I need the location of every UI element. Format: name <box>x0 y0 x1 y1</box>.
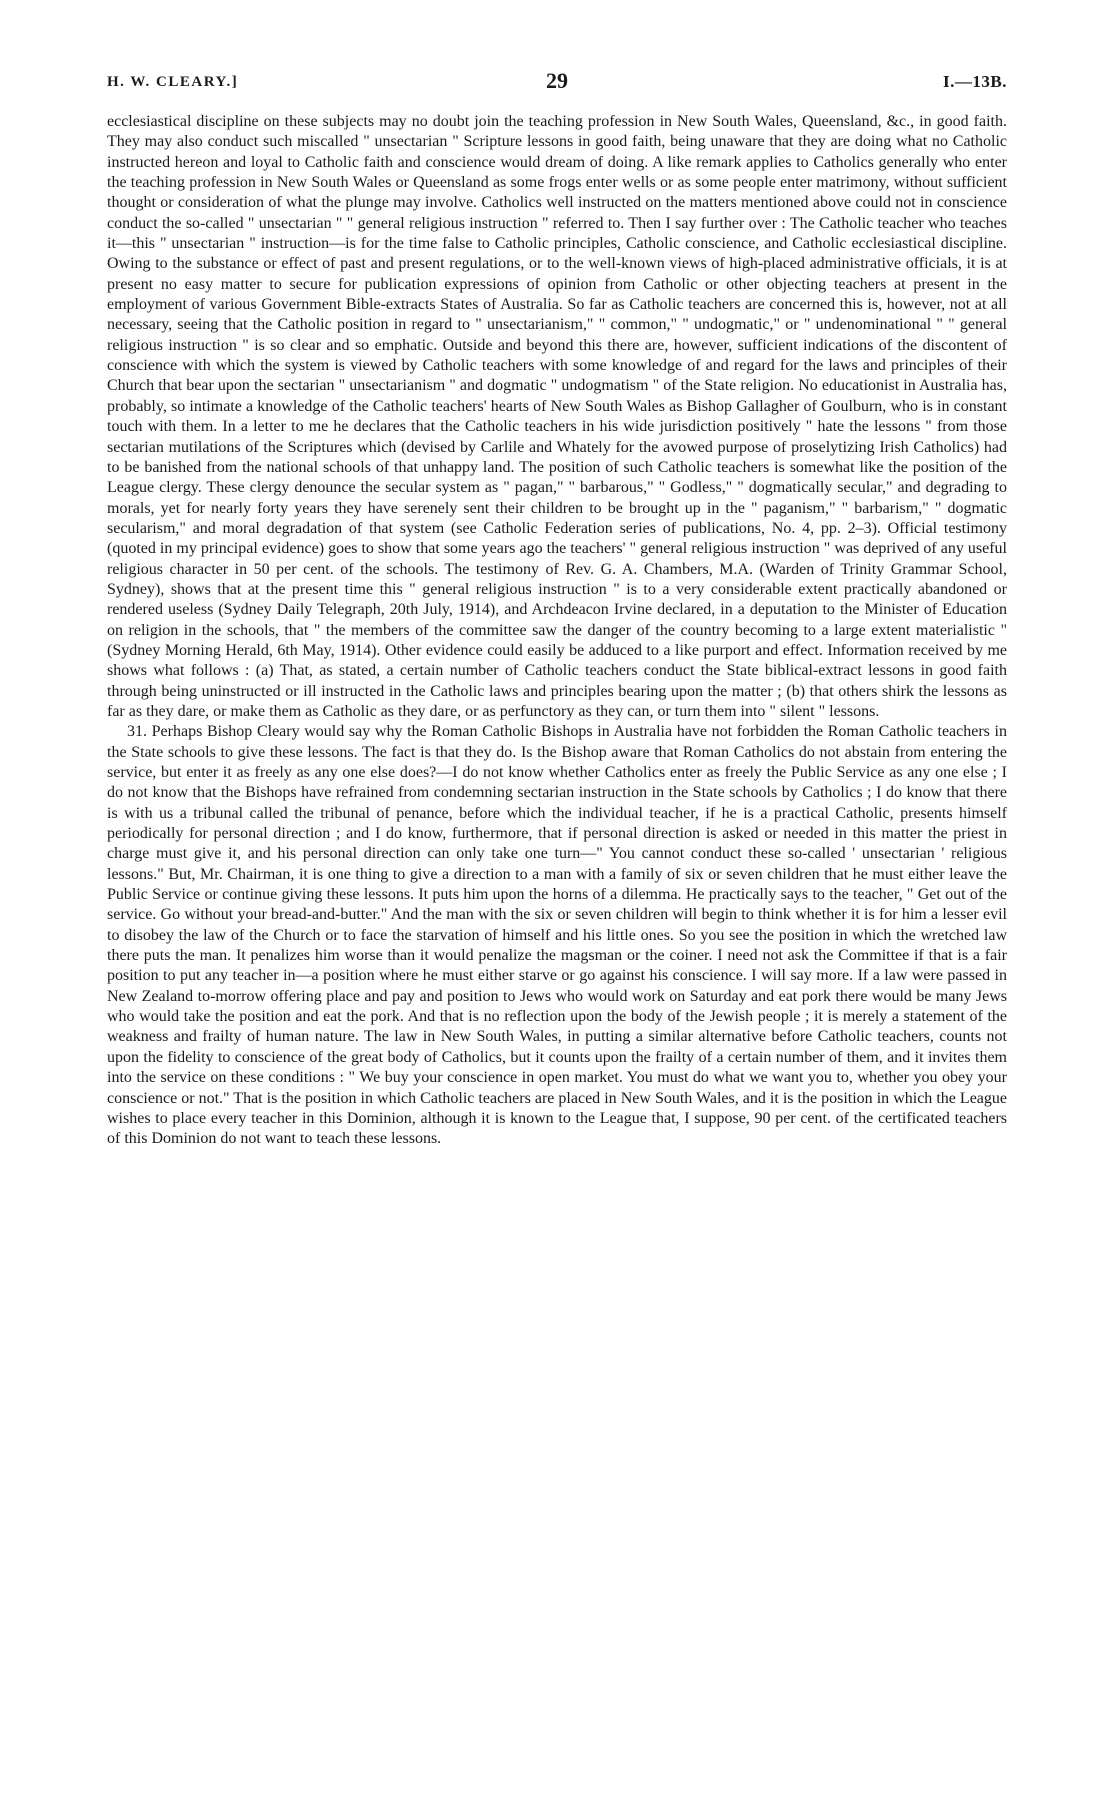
paragraph-question-31: 31. Perhaps Bishop Cleary would say why the Roman Catholic Bishops in Australia have not forbidden the Roman Catholic teachers in the State schools to give these lessons. The fact is that they do. Is the Bishop aware that Roman Catholics do not abstain from entering the service, but enter it as freely as any one else does?—I do not know whether Catholics enter as freely the Public Service as any one else ; I do not know that the Bishops have refrained from condemning sectarian instruction in the State schools by Catholics ; I do know that there is with us a tribunal called the tribunal of penance, before which the individual teacher, if he is a practical Catholic, presents himself periodically for personal direction ; and I do know, furthermore, that if personal direction is asked or needed in this matter the priest in charge must give it, and his personal direction can only take one turn—" You cannot conduct these so-called ' unsectarian ' religious lessons." But, Mr. Chairman, it is one thing to give a direction to a man with a family of six or seven children that he must either leave the Public Service or continue giving these lessons. It puts him upon the horns of a dilemma. He practically says to the teacher, " Get out of the service. Go without your bread-and-butter." And the man with the six or seven children will begin to think whether it is for him a lesser evil to disobey the law of the Church or to face the starvation of himself and his little ones. So you see the position in which the wretched law there puts the man. It penalizes him worse than it would penalize the magsman or the coiner. I need not ask the Committee if that is a fair position to put any teacher in—a position where he must either starve or go against his conscience. I will say more. If a law were passed in New Zealand to-morrow offering place and pay and position to Jews who would work on Saturday and eat pork there would be many Jews who would take the position and eat the pork. And that is no reflection upon the body of the Jewish people ; it is merely a statement of the weakness and frailty of human nature. The law in New South Wales, in putting a similar alternative before Catholic teachers, counts not upon the fidelity to conscience of the great body of Catholics, but it counts upon the frailty of a certain number of them, and it invites them into the service on these conditions : " We buy your conscience in open market. You must do what we want you to, whether you obey your conscience or not." That is the position in which Catholic teachers are placed in New South Wales, and it is the position in which the League wishes to place every teacher in this Dominion, although it is known to the League that, I suppose, 90 per cent. of the certificated teachers of this Dominion do not want to teach these lessons. <box>107 723 1007 1148</box>
page-number: 29 <box>546 68 568 93</box>
page-header <box>107 70 1007 100</box>
body-text <box>107 112 1007 1150</box>
paragraph-continued: ecclesiastical discipline on these subjects may no doubt join the teaching profession in New South Wales, Queensland, &c., in good faith. They may also conduct such miscalled " unsectarian " Scripture lessons in good faith, being unaware that they are doing what no Catholic instructed hereon and loyal to Catholic faith and conscience would dream of doing. A like remark applies to Catholics generally who enter the teaching profession in New South Wales or Queensland as some frogs enter wells or as some people enter matrimony, without sufficient thought or consideration of what the plunge may involve. Catholics well instructed on the matters mentioned above could not in conscience conduct the so-called " unsectarian " " general religious instruction " referred to. Then I say further over : The Catholic teacher who teaches it—this " unsectarian " instruction—is for the time false to Catholic principles, Catholic conscience, and Catholic ecclesiastical discipline. Owing to the substance or effect of past and present regulations, or to the well-known views of high-placed administrative officials, it is at present no easy matter to secure for publication expressions of opinion from Catholic or other objecting teachers at present in the employment of various Government Bible-extracts States of Australia. So far as Catholic teachers are concerned this is, however, not at all necessary, seeing that the Catholic position in regard to " unsectarianism," " common," " undogmatic," or " undenominational " " general religious instruction " is so clear and so emphatic. Outside and beyond this there are, however, sufficient indications of the discontent of conscience with which the system is viewed by Catholic teachers with some knowledge of and regard for the laws and principles of their Church that bear upon the sectarian " unsectarianism " and dogmatic " undogmatism " of the State religion. No educationist in Australia has, probably, so intimate a knowledge of the Catholic teachers' hearts of New South Wales as Bishop Gallagher of Goulburn, who is in constant touch with them. In a letter to me he declares that the Catholic teachers in his wide jurisdiction positively " hate the lessons " from those sectarian mutilations of the Scriptures which (devised by Carlile and Whately for the avowed purpose of proselytizing Irish Catholics) had to be banished from the national schools of that unhappy land. The position of such Catholic teachers is somewhat like the position of the League clergy. These clergy denounce the secular system as " pagan," " barbarous," " Godless," " dogmatically secular," and degrading to morals, yet for nearly forty years they have serenely sent their children to be brought up in the " paganism," " barbarism," " dogmatic secularism," and moral degradation of that system (see Catholic Federation series of publications, No. 4, pp. 2–3). Official testimony (quoted in my principal evidence) goes to show that some years ago the teachers' " general religious instruction " was deprived of any useful religious character in 50 per cent. of the schools. The testimony of Rev. G. A. Chambers, M.A. (Warden of Trinity Grammar School, Sydney), shows that at the present time this " general religious instruction " is to a very considerable extent practically abandoned or rendered useless (Sydney Daily Telegraph, 20th July, 1914), and Archdeacon Irvine declared, in a deputation to the Minister of Education on religion in the schools, that " the members of the committee saw the danger of the country becoming to a large extent materialistic " (Sydney Morning Herald, 6th May, 1914). Other evidence could easily be adduced to a like purport and effect. Information received by me shows what follows : (a) That, as stated, a certain number of Catholic teachers conduct the State biblical-extract lessons in good faith through being uninstructed or ill instructed in the Catholic laws and principles bearing upon the matter ; (b) that others shirk the lessons as far as they dare, or make them as Catholic as they dare, or as perfunctory as they can, or turn them into " silent " lessons. <box>107 113 1007 720</box>
header-author: H. W. CLEARY.] <box>107 74 239 90</box>
header-reference: I.—13B. <box>943 72 1007 91</box>
